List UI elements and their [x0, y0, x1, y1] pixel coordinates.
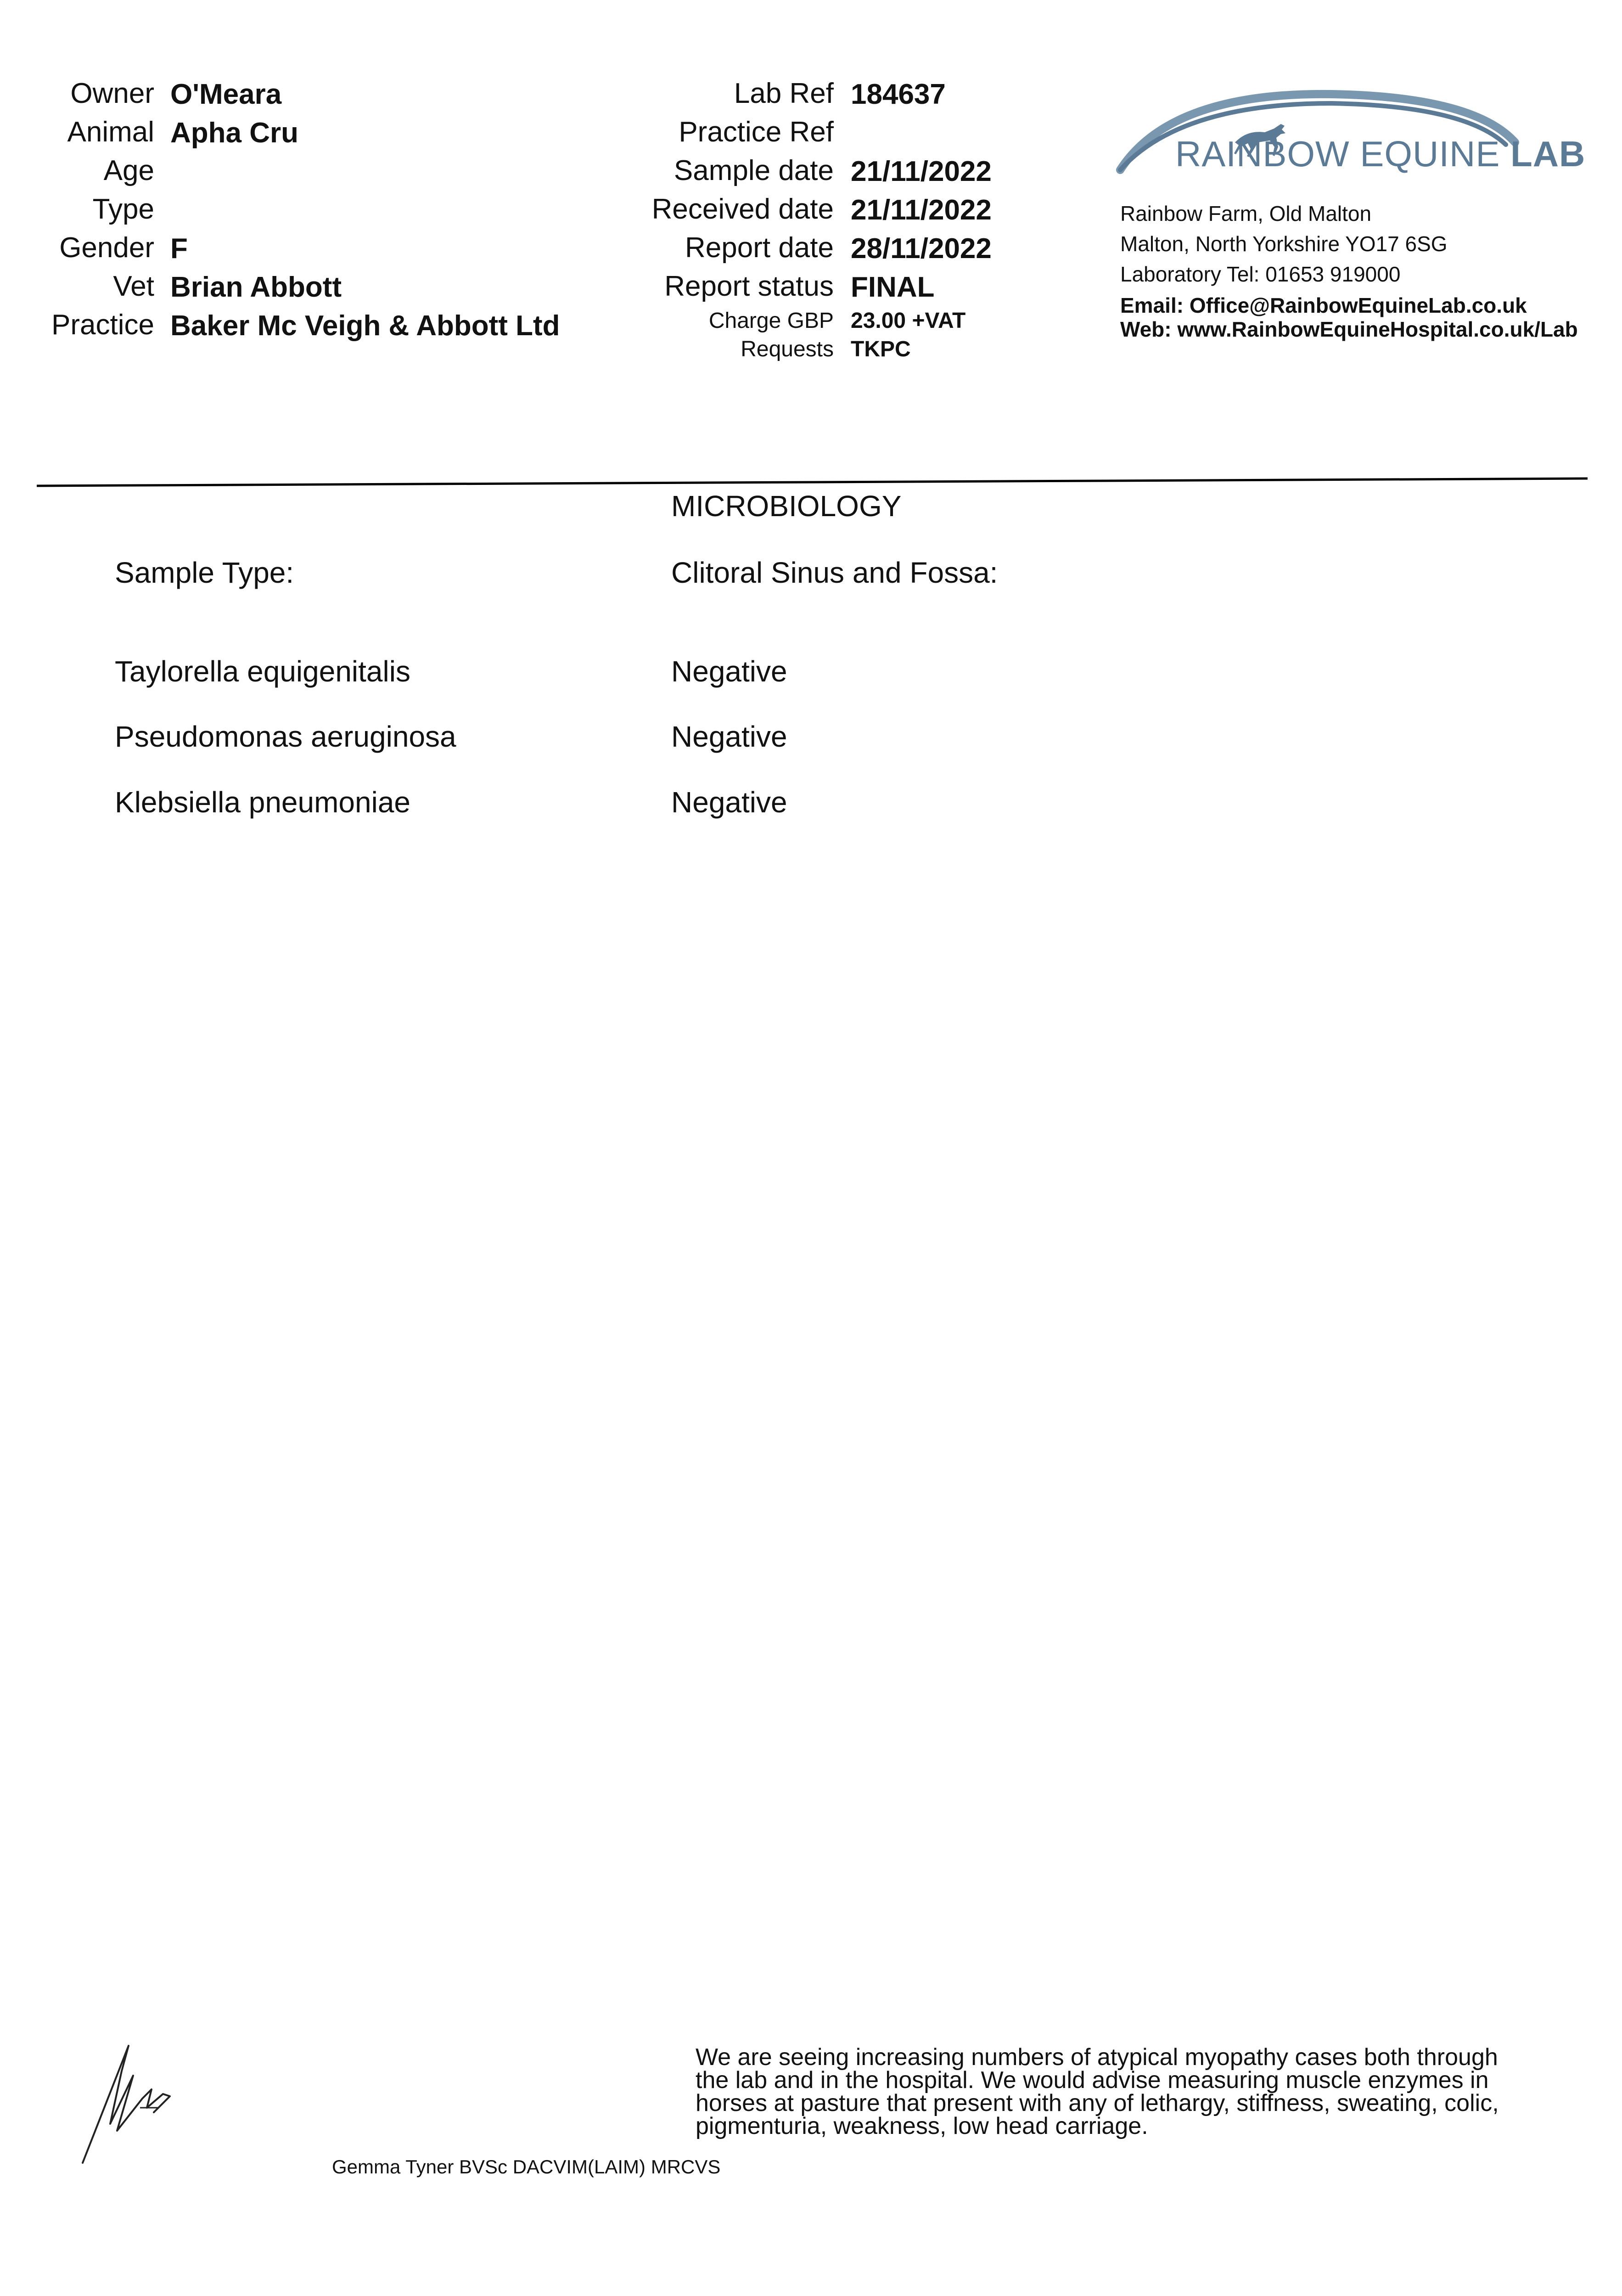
report-status-value: FINAL [851, 271, 935, 303]
charge-label: Charge GBP [708, 309, 834, 333]
vet-value: Brian Abbott [170, 271, 342, 303]
advisory-note: We are seeing increasing numbers of atypical myopathy cases both through the lab and in the hospital. We would advise measuring muscle enzymes in horses at pasture that present with any of lethargy, stiffness, sweating, colic, pigmenturia, weakness, low head carriage. [696, 2044, 1499, 2139]
lab-logo [1116, 83, 1586, 181]
result-value: Negative [671, 720, 787, 753]
animal-value: Apha Cru [170, 117, 298, 149]
result-value: Negative [671, 655, 787, 688]
received-date-value: 21/11/2022 [851, 194, 992, 226]
sample-date-value: 21/11/2022 [851, 156, 992, 187]
signer-name: Gemma Tyner BVSc DACVIM(LAIM) MRCVS [332, 2156, 721, 2178]
section-title: MICROBIOLOGY [671, 490, 902, 523]
lab-ref-label: Lab Ref [734, 78, 834, 109]
charge-value: 23.00 +VAT [851, 309, 966, 333]
result-test-name: Pseudomonas aeruginosa [115, 720, 456, 753]
gender-label: Gender [59, 232, 154, 264]
type-label: Type [92, 193, 154, 225]
sample-type-value: Clitoral Sinus and Fossa: [671, 556, 998, 589]
email-link[interactable]: Email: Office@RainbowEquineLab.co.uk [1120, 293, 1527, 317]
received-date-label: Received date [651, 193, 834, 225]
age-label: Age [103, 155, 154, 186]
header-divider [0, 473, 1622, 491]
result-test-name: Taylorella equigenitalis [115, 655, 410, 688]
address-line-1: Rainbow Farm, Old Malton [1120, 202, 1372, 225]
result-value: Negative [671, 786, 787, 819]
lab-ref-value: 184637 [851, 79, 946, 110]
practice-value: Baker Mc Veigh & Abbott Ltd [170, 310, 560, 342]
gender-value: F [170, 233, 188, 264]
report-date-label: Report date [685, 232, 834, 264]
owner-value: O'Meara [170, 79, 282, 110]
address-line-3: Laboratory Tel: 01653 919000 [1120, 262, 1401, 286]
practice-ref-label: Practice Ref [679, 116, 834, 148]
requests-value: TKPC [851, 337, 911, 361]
signature-image [78, 2043, 179, 2177]
owner-label: Owner [70, 78, 154, 109]
result-test-name: Klebsiella pneumoniae [115, 786, 410, 819]
report-status-label: Report status [664, 270, 834, 302]
vet-label: Vet [113, 270, 154, 302]
address-line-2: Malton, North Yorkshire YO17 6SG [1120, 232, 1448, 256]
web-link[interactable]: Web: www.RainbowEquineHospital.co.uk/Lab [1120, 317, 1578, 341]
sample-date-label: Sample date [673, 155, 834, 186]
practice-label: Practice [51, 309, 154, 341]
animal-label: Animal [67, 116, 154, 148]
sample-type-label: Sample Type: [115, 556, 294, 589]
report-date-value: 28/11/2022 [851, 233, 992, 264]
logo-wordmark: RAINBOW EQUINE LAB [1175, 134, 1586, 174]
requests-label: Requests [741, 337, 834, 361]
